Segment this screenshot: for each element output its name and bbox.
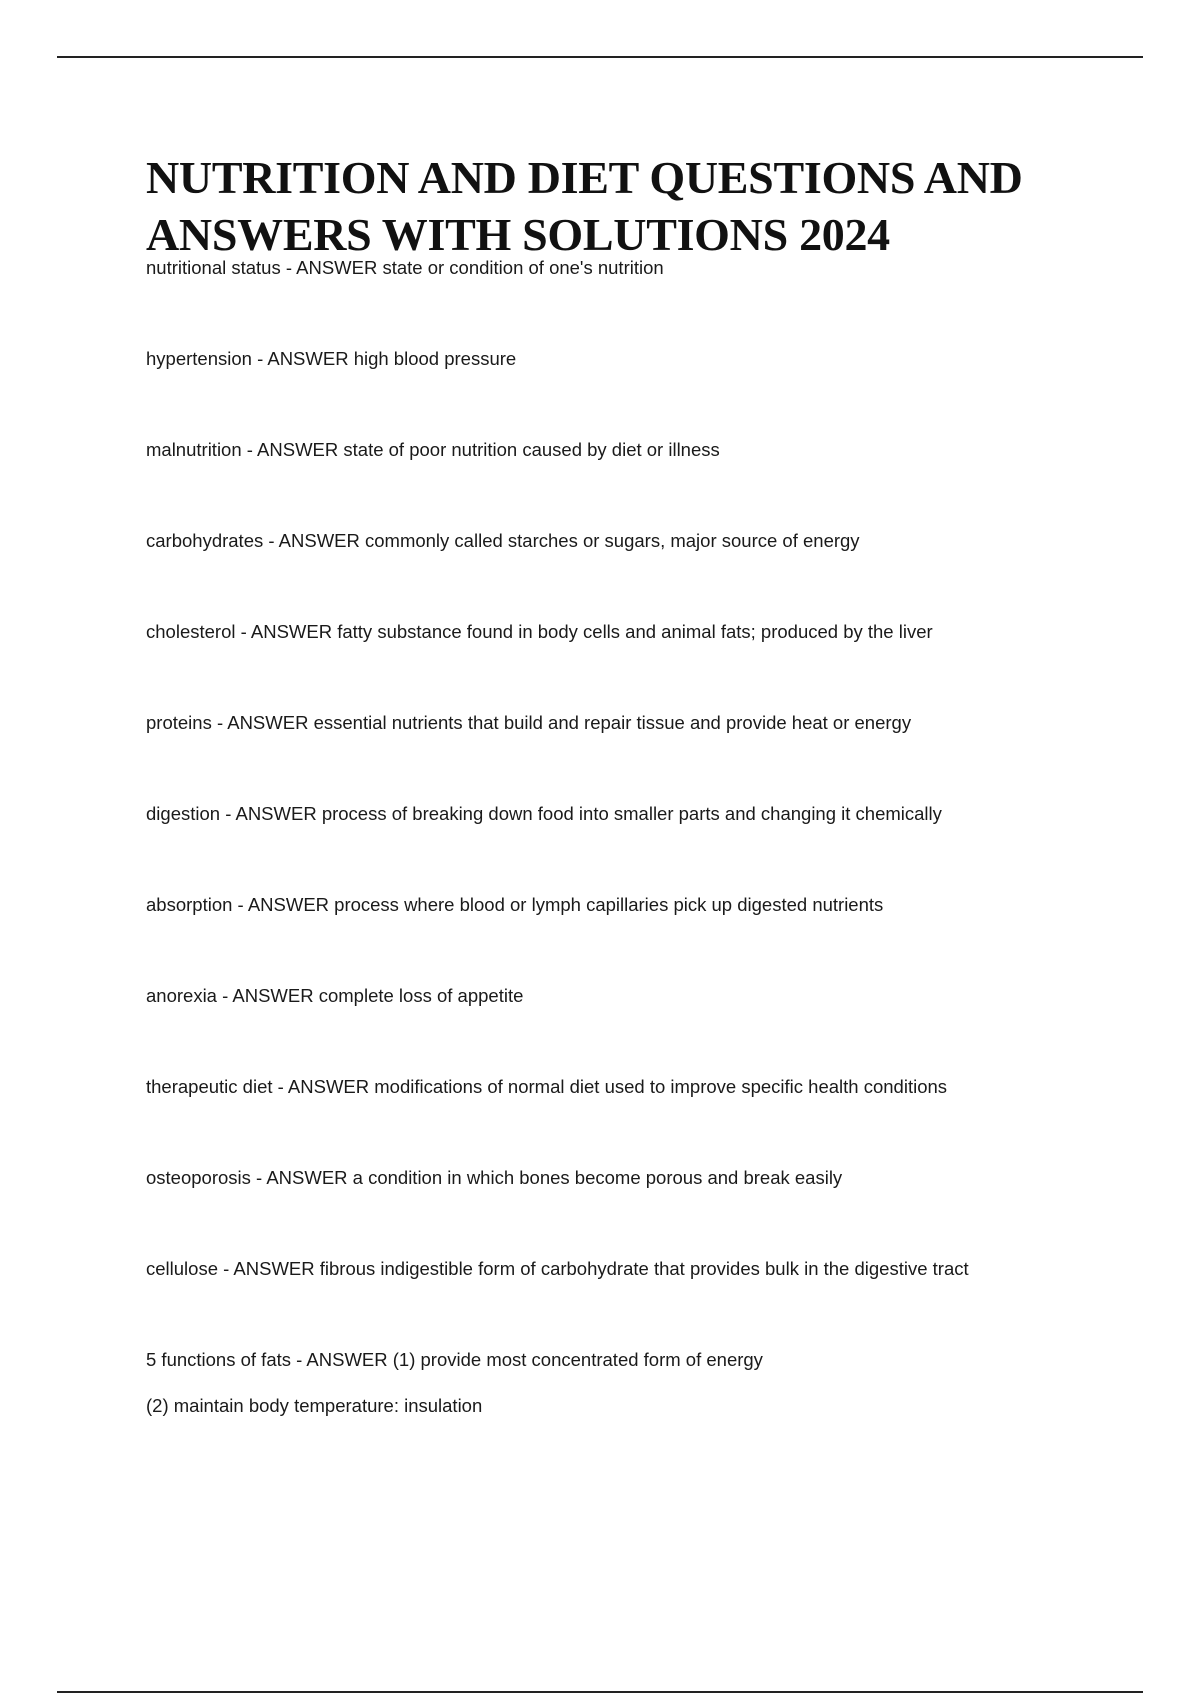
qa-entry: therapeutic diet - ANSWER modifications of normal diet used to improve specific health conditions: [146, 1076, 948, 1097]
qa-entry: nutritional status - ANSWER state or condition of one's nutrition: [146, 257, 664, 278]
document-title: NUTRITION AND DIET QUESTIONS AND ANSWERS WITH SOLUTIONS 2024: [146, 152, 1023, 260]
qa-entry: cholesterol - ANSWER fatty substance found in body cells and animal fats; produced by the liver: [146, 621, 933, 642]
qa-entry: hypertension - ANSWER high blood pressure: [146, 348, 517, 369]
top-divider: [57, 56, 1143, 58]
qa-entry: absorption - ANSWER process where blood or lymph capillaries pick up digested nutrients: [146, 894, 884, 915]
qa-entry-continuation: (2) maintain body temperature: insulation: [146, 1395, 483, 1416]
qa-entry: digestion - ANSWER process of breaking down food into smaller parts and changing it chemically: [146, 803, 942, 824]
bottom-divider: [57, 1691, 1143, 1693]
qa-entry: anorexia - ANSWER complete loss of appetite: [146, 985, 524, 1006]
qa-entry: carbohydrates - ANSWER commonly called starches or sugars, major source of energy: [146, 530, 860, 551]
qa-entry: 5 functions of fats - ANSWER (1) provide most concentrated form of energy: [146, 1349, 763, 1370]
qa-entry: cellulose - ANSWER fibrous indigestible form of carbohydrate that provides bulk in the digestive tract: [146, 1258, 969, 1279]
qa-entry: osteoporosis - ANSWER a condition in which bones become porous and break easily: [146, 1167, 843, 1188]
qa-list: [146, 258, 1146, 1435]
qa-entry: proteins - ANSWER essential nutrients that build and repair tissue and provide heat or energy: [146, 712, 912, 733]
qa-entry: malnutrition - ANSWER state of poor nutrition caused by diet or illness: [146, 439, 720, 460]
